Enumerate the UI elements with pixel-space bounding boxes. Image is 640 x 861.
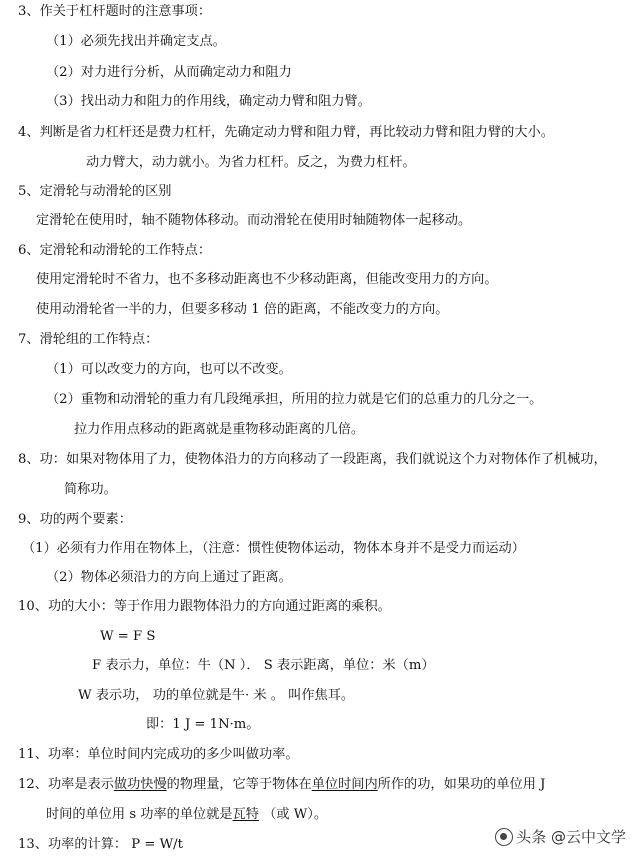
line: 7、滑轮组的工作特点： [18,332,159,347]
line: F 表示力，单位：牛（N ）． S 表示距离，单位：米（m） [92,658,435,673]
formula: 即：1 J = 1N·m。 [146,717,260,732]
line: （2）物体必须沿力的方向上通过了距离。 [46,570,292,585]
line: W 表示功， 功的单位就是牛· 米 。 叫作焦耳。 [78,688,355,703]
line: 3、作关于杠杆题时的注意事项： [18,4,212,19]
line: 5、定滑轮与动滑轮的区别 [18,184,172,199]
line: （1）必须有力作用在物体上，（注意：惯性使物体运动，物体本身并不是受力而运动） [22,541,525,556]
text-span: 12、功率是表示 [18,777,114,792]
line: 动力臂大，动力就小。为省力杠杆。反之，为费力杠杆。 [86,155,416,170]
line: 4、判断是省力杠杆还是费力杠杆，先确定动力臂和阻力臂，再比较动力臂和阻力臂的大小。 [18,125,554,140]
formula-line: 13、功率的计算： P = W/t [18,837,183,852]
text-span: 所作的功，如果功的单位用 J [377,777,546,792]
line: （2）对力进行分析，从而确定动力和阻力 [46,65,292,80]
line: （1）可以改变力的方向，也可以不改变。 [46,362,292,377]
line: 简称功。 [64,482,117,497]
underlined-text: 瓦特 [232,807,259,822]
toutiao-logo-icon [495,828,513,846]
line: （3）找出动力和阻力的作用线，确定动力臂和阻力臂。 [46,94,371,109]
line: 9、功的两个要素： [18,512,132,527]
line: 11、功率：单位时间内完成功的多少叫做功率。 [18,747,299,762]
line: 拉力作用点移动的距离就是重物移动距离的几倍。 [74,422,365,437]
text-span: （或 W）。 [258,807,328,822]
line: 使用定滑轮时不省力，也不多移动距离也不少移动距离，但能改变用力的方向。 [36,272,498,287]
line [46,806,327,824]
line: （1）必须先找出并确定支点。 [46,34,226,49]
underlined-text: 做功快慢 [113,777,167,792]
formula: W = F S [100,629,156,644]
line: 6、定滑轮和动滑轮的工作特点： [18,243,212,258]
line: 定滑轮在使用时，轴不随物体移动。而动滑轮在使用时轴随物体一起移动。 [36,213,472,228]
text-span: 的物理量，它等于物体在 [166,777,312,792]
line [18,776,545,794]
text-span: 时间的单位用 s 功率的单位就是 [46,807,233,822]
underlined-text: 单位时间内 [311,777,378,792]
watermark [491,826,626,847]
watermark-text: 头条 @云中文学 [516,828,626,846]
line: 10、功的大小：等于作用力跟物体沿力的方向通过距离的乘积。 [18,599,391,614]
line: （2）重物和动滑轮的重力有几段绳承担，所用的拉力就是它们的总重力的几分之一。 [46,392,543,407]
line: 使用动滑轮省一半的力，但要多移动 1 倍的距离，不能改变力的方向。 [36,302,449,317]
line: 8、功：如果对物体用了力，使物体沿力的方向移动了一段距离，我们就说这个力对物体作了机械功， [18,452,607,467]
